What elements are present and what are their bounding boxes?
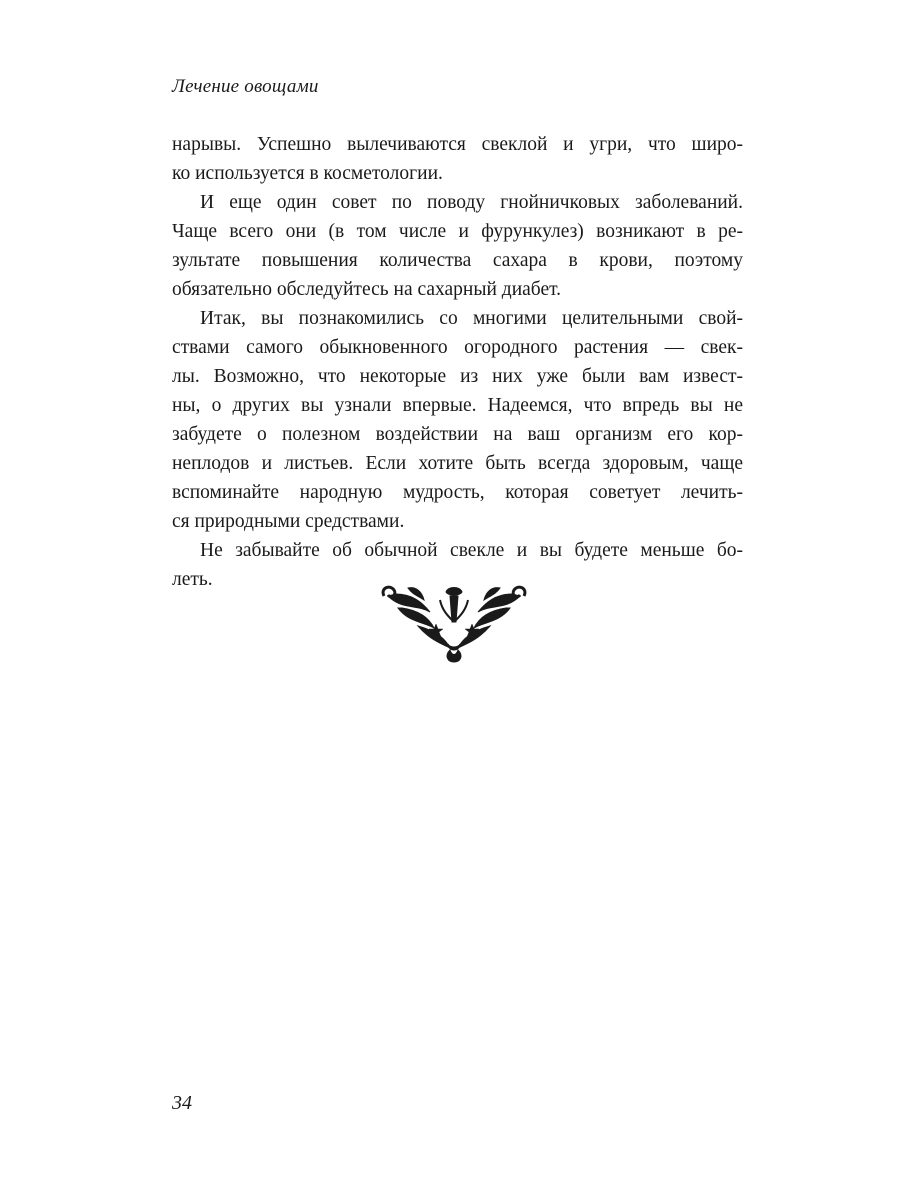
text-line: нарывы. Успешно вылечиваются свеклой и угри, что широ- <box>172 134 743 155</box>
text-line: ствами самого обыкновенного огородного растения — свек- <box>172 337 743 358</box>
page-number: 34 <box>172 1092 192 1114</box>
body-text <box>172 130 743 594</box>
text-line: Итак, вы познакомились со многими целительными свой- <box>200 308 743 329</box>
text-line: леть. <box>172 569 213 590</box>
text-line: Чаще всего они (в том числе и фурункулез) возникают в ре- <box>172 221 743 242</box>
text-line: ко используется в косметологии. <box>172 163 443 184</box>
text-line: Не забывайте об обычной свекле и вы будете меньше бо- <box>200 540 743 561</box>
text-line: лы. Возможно, что некоторые из них уже были вам извест- <box>172 366 743 387</box>
text-line: забудете о полезном воздействии на ваш организм его кор- <box>172 424 743 445</box>
running-title: Лечение овощами <box>172 76 319 97</box>
text-line: зультате повышения количества сахара в крови, поэтому <box>172 250 743 271</box>
text-line: неплодов и листьев. Если хотите быть всегда здоровым, чаще <box>172 453 743 474</box>
text-line: ся природными средствами. <box>172 511 405 532</box>
text-line: ны, о других вы узнали впервые. Надеемся, что впредь вы не <box>172 395 743 416</box>
text-line: обязательно обследуйтесь на сахарный диабет. <box>172 279 562 300</box>
floral-ornament-icon <box>378 582 530 664</box>
text-line: вспоминайте народную мудрость, которая советует лечить- <box>172 482 743 503</box>
text-line: И еще один совет по поводу гнойничковых заболеваний. <box>200 192 743 213</box>
